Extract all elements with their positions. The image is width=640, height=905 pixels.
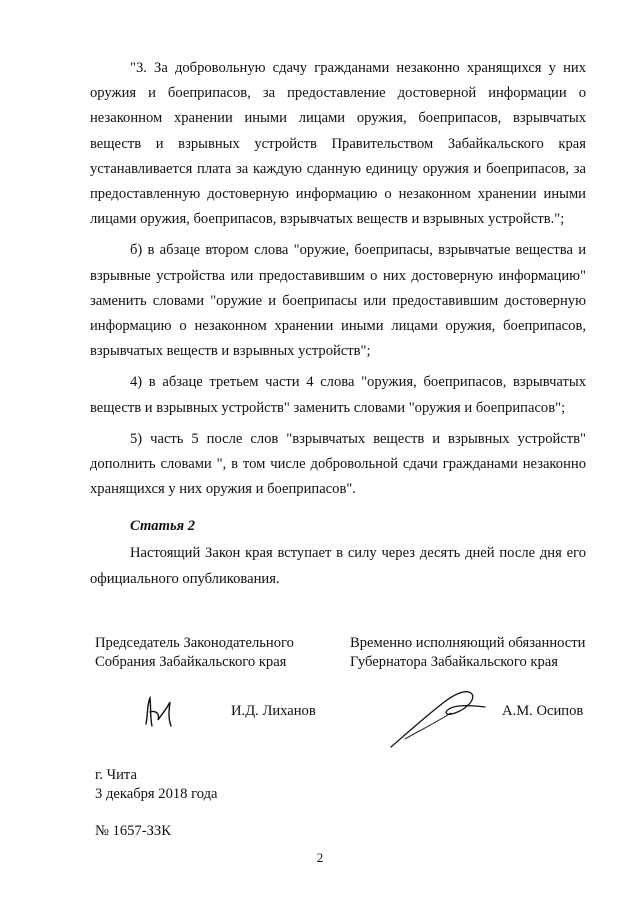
right-title-line1: Временно исполняющий обязанности xyxy=(350,635,586,651)
signatory-right-title xyxy=(350,634,610,672)
date: 3 декабря 2018 года xyxy=(95,786,218,802)
paragraph-amendment-4: 4) в абзаце третьем части 4 слова "оружия, боеприпасов, взрывчатых веществ и взрывных устройств" заменить словами "оружия и боеприпасов"; xyxy=(90,374,586,416)
right-title-line2: Губернатора Забайкальского края xyxy=(350,654,558,670)
left-title-line2: Собрания Забайкальского края xyxy=(95,654,287,670)
handwritten-signature-right xyxy=(385,683,495,753)
paragraph-amendment-5: 5) часть 5 после слов "взрывчатых веществ и взрывных устройств" дополнить словами ", в том числе добровольной сдачи гражданами незаконно хранящихся у них оружия и боеприпасов". xyxy=(90,430,586,498)
handwritten-signature-left xyxy=(138,692,178,732)
article-2-heading: Статья 2 xyxy=(130,518,196,535)
paragraph-amendment-3: "3. За добровольную сдачу гражданами незаконно хранящихся у них оружия и боеприпасов, за предоставление достоверной информации о незаконном хранении иными лицами оружия, боеприпасов, взрывчатых веществ и взрывных устройств Правительством Забайкальского края устанавливается плата за каждую сданную единицу оружия и боеприпасов, за предоставленную достоверную информацию о незаконном хранении иными лицами оружия, боеприпасов, взрывчатых веществ и взрывных устройств."; xyxy=(90,60,586,228)
paragraph-amendment-b: б) в абзаце втором слова "оружие, боеприпасы, взрывчатые вещества и взрывные устройства или предоставившим о них достоверную информацию" заменить словами "оружие и боеприпасы или предоставившим достоверную информацию о незаконном хранении иными лицами оружия, боеприпасов, взрывчатых веществ и взрывных устройств"; xyxy=(90,242,586,360)
signatory-left-title xyxy=(95,634,335,672)
left-title-line1: Председатель Законодательного xyxy=(95,635,294,651)
place: г. Чита xyxy=(95,767,137,783)
place-and-date xyxy=(95,766,218,804)
article-2-text: Настоящий Закон края вступает в силу через десять дней после дня его официального опубликования. xyxy=(90,545,586,587)
law-number: № 1657-ЗЗК xyxy=(95,823,171,839)
page-number: 2 xyxy=(316,850,324,865)
signatory-left-name: И.Д. Лиханов xyxy=(231,703,316,719)
document-body xyxy=(90,56,586,598)
signatory-right-name: А.М. Осипов xyxy=(502,703,584,719)
